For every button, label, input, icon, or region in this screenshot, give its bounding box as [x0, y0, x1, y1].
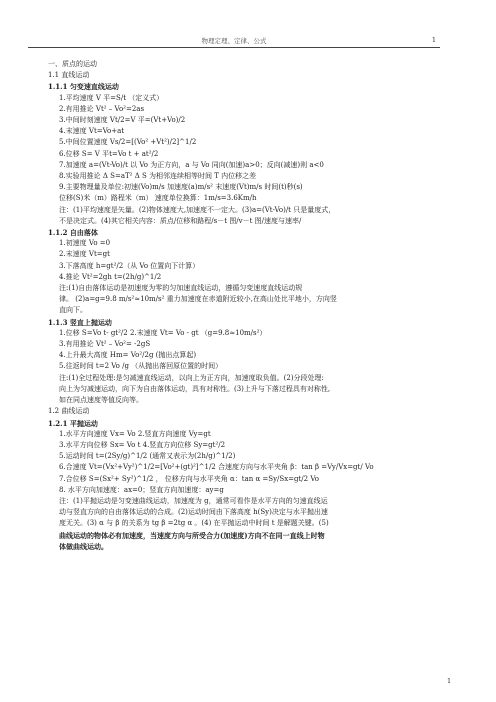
- text-line: 如在同点速度等值反向等。: [59, 396, 143, 405]
- text-line: 注：(1)平抛运动是匀变速曲线运动，加速度为 g，通常可看作是水平方向的匀速直线运: [59, 496, 328, 505]
- section-heading: 1.1.1 匀变速直线运动: [48, 82, 119, 92]
- text-line: 3.水平方向位移 Sx= Vo t 4.竖直方向位移 Sy=gt²/2: [59, 440, 226, 449]
- text-line: 9.主要物理量及单位:初速(Vo)m/s 加速度(a)m/s² 末速度(Vt)m/s 时间(t)秒(s): [59, 183, 303, 192]
- text-line: 直向下。: [59, 306, 87, 315]
- text-line: 1.水平方向速度 Vx= Vo 2.竖直方向速度 Vy=gt: [59, 429, 211, 438]
- footer-page-number: 1: [447, 677, 452, 685]
- document-body: [48, 59, 448, 552]
- text-line: 曲线运动的物体必有加速度，当速度方向与所受合力(加速度)方向不在同一直线上时物: [59, 530, 325, 540]
- text-line: 6.合速度 Vt=(Vx²+Vy²)^1/2=[Vo²+(gt)²]^1/2 合速度方向与水平夹角 β：tan β =Vy/Vx=gt/ Vo: [59, 463, 374, 472]
- text-line: 向上为匀减速运动，向下为自由落体运动，具有对称性。(3)上升与下落过程具有对称性,: [59, 384, 331, 393]
- text-line: 体做曲线运动。: [59, 541, 108, 551]
- text-line: 律。 (2)a=g=9.8 m/s²≈10m/s² 重力加速度在赤道附近较小,在高山处比平地小，方向竖: [59, 295, 337, 304]
- text-line: 8.实验用推论 Δ S=aT² Δ S 为相邻连续相等时间 T 内位移之差: [59, 172, 257, 181]
- text-line: 5.运动时间 t=(2Sy/g)^1/2 (通常又表示为(2h/g)^1/2): [59, 452, 236, 461]
- text-line: 2.末速度 Vt=gt: [59, 250, 110, 259]
- header-title: 物理定理、定律、公式: [201, 37, 267, 45]
- text-line: 5.中间位置速度 Vs/2=[(Vo² +Vt²)/2]^1/2: [59, 138, 197, 147]
- text-line: 1.位移 S=Vo t- gt²/2 2.末速度 Vt= Vo - gt （g=9.8≈10m/s²）: [59, 328, 267, 337]
- text-line: 7.加速度 a=(Vt-Vo)/t 以 Vo 为正方向，a 与 Vo 同向(加速)a>0；反向(减速)则 a<0: [59, 160, 324, 169]
- text-line: 3.下落高度 h=gt²/2（从 Vo 位置向下计算）: [59, 261, 200, 270]
- text-line: 1.2 曲线运动: [48, 407, 90, 416]
- text-line: 1.初速度 Vo =0: [59, 239, 111, 248]
- text-line: 3.有用推论 Vt² – Vo²= -2gS: [59, 340, 151, 349]
- text-line: 一、质点的运动: [48, 60, 97, 68]
- text-line: 3.中间时刻速度 Vt/2=V 平=(Vt+Vo)/2: [59, 116, 186, 125]
- text-line: 不是决定式。(4)其它相关内容：质点/位移和路程/s－t 图/v－t 图/速度与速率/: [59, 216, 302, 225]
- text-line: 注：(1)平均速度是矢量。(2)物体速度大,加速度不一定大。(3)a=(Vt-Vo)/t 只是量度式，: [59, 205, 336, 214]
- text-line: 8. 水平方向加速度：ax=0；竖直方向加速度：ay=g: [59, 485, 224, 494]
- section-heading: 1.1.2 自由落体: [48, 228, 98, 238]
- text-line: 度无关。(3) α 与 β 的关系为 tg β =2tg α 。(4) 在平抛运动中时间 t 是解题关键。(5): [59, 519, 329, 528]
- page-header: [28, 36, 440, 48]
- text-line: 动与竖直方向的自由落体运动的合成。(2)运动时间由下落高度 h(Sy)决定与水平抛出速: [59, 508, 328, 517]
- text-line: 注:(1)全过程处理:是匀减速直线运动，以向上为正方向，加速度取负值。(2)分段处理:: [59, 373, 324, 382]
- text-line: 位移(S)米（m）路程米（m） 速度单位换算：1m/s=3.6Km/h: [59, 194, 257, 203]
- text-line: 注:(1)自由落体运动是初速度为零的匀加速直线运动，遵循匀变速度直线运动规: [59, 284, 303, 293]
- text-line: 5.往返时间 t=2 Vo /g （从抛出落回原位置的时间）: [59, 362, 223, 371]
- header-page-number: 1: [431, 36, 436, 44]
- section-heading: 1.2.1 平抛运动: [48, 418, 98, 428]
- section-heading: 1.1.3 竖直上抛运动: [48, 317, 112, 327]
- text-line: 1.平均速度 V 平=S/t （定义式）: [59, 93, 164, 102]
- text-line: 4.推论 Vt²=2gh t=(2h/g)^1/2: [59, 272, 162, 281]
- text-line: 4.末速度 Vt=Vo+at: [59, 127, 125, 136]
- text-line: 6.位移 S= V 平t=Vo t + at²/2: [59, 149, 159, 158]
- text-line: 7.合位移 S=(Sx²+ Sy²)^1/2 ， 位移方向与水平夹角 α：tan α =Sy/Sx=gt/2 Vo: [59, 474, 319, 483]
- text-line: 2.有用推论 Vt² – Vo²=2as: [59, 104, 145, 113]
- text-line: 4.上升最大高度 Hm= Vo²/2g (抛出点算起): [59, 351, 197, 360]
- text-line: 1.1 直线运动: [48, 71, 90, 80]
